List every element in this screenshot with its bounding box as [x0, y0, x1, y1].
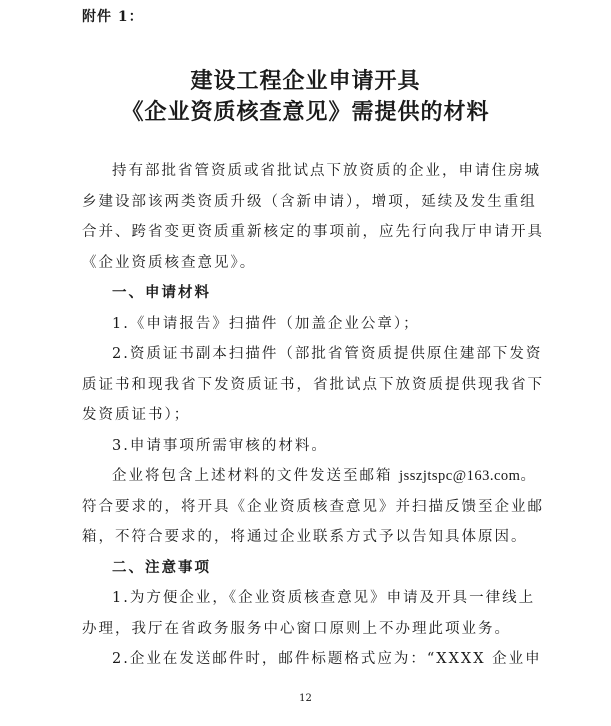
notes-item-1-line: 1.为方便企业，《企业资质核查意见》申请及开具一律线上	[112, 590, 536, 606]
submission-text-end: 。	[520, 468, 537, 484]
section-heading-notes: 二、注意事项	[112, 559, 211, 576]
page-number: 12	[299, 693, 312, 704]
intro-line: 乡建设部该两类资质升级（含新申请），增项，延续及发生重组	[82, 193, 537, 210]
materials-item-2-line: 2.资质证书副本扫描件（部批省管资质提供原住建部下发资	[112, 346, 543, 362]
materials-item-2-line: 质证书和现我省下发资质证书，省批试点下放资质提供现我省下	[82, 376, 544, 393]
submission-line: 箱，不符合要求的，将通过企业联系方式予以告知具体原因。	[82, 529, 528, 545]
document-body	[82, 156, 552, 675]
intro-line: 持有部批省管资质或省批试点下放资质的企业，申请住房城	[112, 163, 541, 179]
attachment-label: 附件 1：	[82, 9, 144, 25]
document-title-line-2: 《企业资质核查意见》需提供的材料	[121, 99, 490, 125]
document-title-line-1: 建设工程企业申请开具	[190, 68, 421, 94]
materials-item-3: 3.申请事项所需审核的材料。	[112, 437, 328, 454]
materials-item-2-line: 发资质证书）；	[82, 407, 191, 423]
intro-line: 合并、跨省变更资质重新核定的事项前，应先行向我厅申请开具	[82, 224, 544, 240]
section-heading-materials: 一、申请材料	[112, 285, 211, 301]
submission-line: 符合要求的，将开具《企业资质核查意见》并扫描反馈至企业邮	[82, 498, 544, 515]
intro-line: 《企业资质核查意见》。	[82, 254, 257, 271]
submission-line	[82, 461, 552, 492]
notes-item-2-line: 2.企业在发送邮件时，邮件标题格式应为：“XXXX 企业申	[112, 651, 542, 667]
notes-item-1-line: 办理，我厅在省政务服务中心窗口原则上不办理此项业务。	[82, 620, 511, 637]
materials-item-1: 1.《申请报告》扫描件（加盖企业公章）；	[112, 315, 420, 332]
submission-email: jsszjtspc@163.com	[399, 468, 521, 484]
submission-text: 企业将包含上述材料的文件发送至邮箱	[112, 468, 393, 484]
